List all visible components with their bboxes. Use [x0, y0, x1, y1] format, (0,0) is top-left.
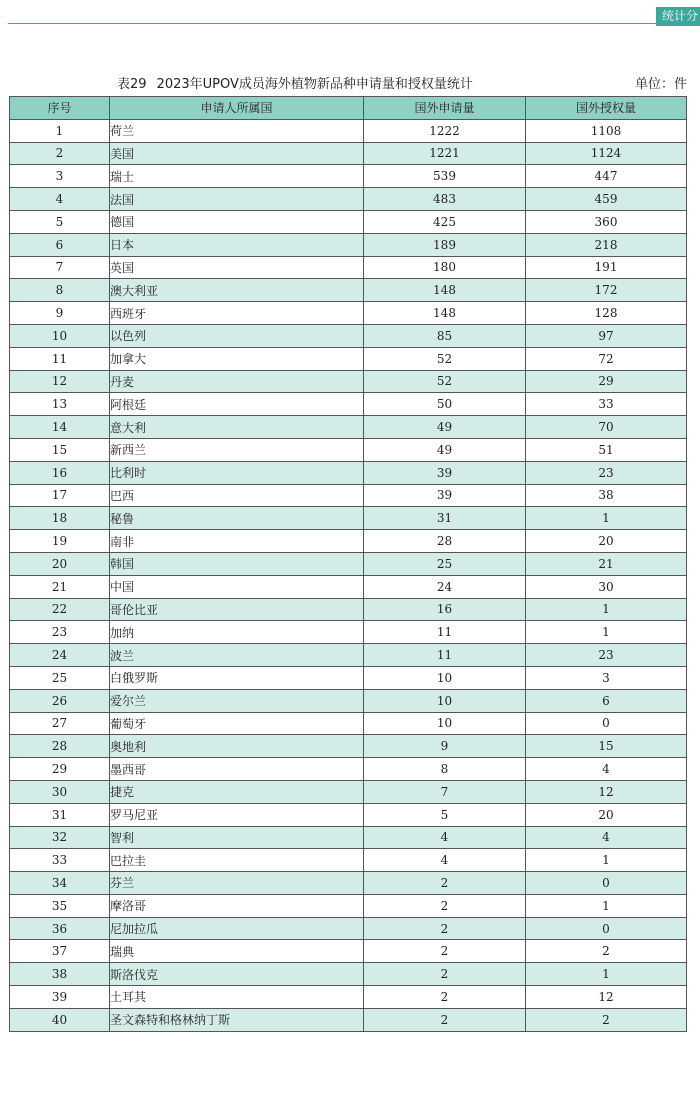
cell-grants: 360 [526, 210, 687, 233]
cell-country: 波兰 [110, 644, 364, 667]
cell-index: 40 [10, 1008, 110, 1031]
cell-grants: 1 [526, 894, 687, 917]
cell-index: 13 [10, 393, 110, 416]
cell-applications: 39 [364, 484, 526, 507]
table-row [10, 530, 687, 553]
cell-grants: 1 [526, 621, 687, 644]
cell-index: 24 [10, 644, 110, 667]
cell-applications: 50 [364, 393, 526, 416]
cell-grants: 459 [526, 188, 687, 211]
table-row [10, 302, 687, 325]
table-row [10, 256, 687, 279]
cell-country: 加拿大 [110, 347, 364, 370]
cell-grants: 15 [526, 735, 687, 758]
cell-index: 6 [10, 233, 110, 256]
table-row [10, 279, 687, 302]
table-row [10, 826, 687, 849]
cell-applications: 9 [364, 735, 526, 758]
table-row [10, 416, 687, 439]
cell-grants: 3 [526, 666, 687, 689]
cell-grants: 20 [526, 530, 687, 553]
cell-index: 21 [10, 575, 110, 598]
cell-grants: 38 [526, 484, 687, 507]
cell-country: 尼加拉瓜 [110, 917, 364, 940]
cell-index: 2 [10, 142, 110, 165]
cell-country: 巴拉圭 [110, 849, 364, 872]
table-row [10, 849, 687, 872]
table-row [10, 940, 687, 963]
cell-grants: 2 [526, 940, 687, 963]
cell-country: 丹麦 [110, 370, 364, 393]
table-row [10, 233, 687, 256]
cell-grants: 30 [526, 575, 687, 598]
cell-grants: 218 [526, 233, 687, 256]
cell-index: 37 [10, 940, 110, 963]
cell-applications: 52 [364, 347, 526, 370]
cell-applications: 16 [364, 598, 526, 621]
cell-grants: 12 [526, 986, 687, 1009]
cell-grants: 51 [526, 438, 687, 461]
cell-country: 瑞典 [110, 940, 364, 963]
cell-grants: 0 [526, 872, 687, 895]
cell-grants: 29 [526, 370, 687, 393]
table-row [10, 370, 687, 393]
cell-grants: 23 [526, 644, 687, 667]
cell-index: 14 [10, 416, 110, 439]
cell-index: 31 [10, 803, 110, 826]
cell-applications: 2 [364, 1008, 526, 1031]
table-row [10, 621, 687, 644]
cell-country: 韩国 [110, 552, 364, 575]
cell-applications: 2 [364, 986, 526, 1009]
cell-applications: 25 [364, 552, 526, 575]
table-row [10, 210, 687, 233]
cell-grants: 97 [526, 324, 687, 347]
cell-applications: 148 [364, 302, 526, 325]
cell-country: 南非 [110, 530, 364, 553]
cell-country: 罗马尼亚 [110, 803, 364, 826]
cell-country: 瑞士 [110, 165, 364, 188]
cell-country: 墨西哥 [110, 758, 364, 781]
cell-index: 17 [10, 484, 110, 507]
cell-country: 摩洛哥 [110, 894, 364, 917]
cell-country: 澳大利亚 [110, 279, 364, 302]
table-row [10, 461, 687, 484]
cell-applications: 2 [364, 894, 526, 917]
cell-index: 1 [10, 119, 110, 142]
table-row [10, 666, 687, 689]
cell-applications: 11 [364, 621, 526, 644]
cell-index: 19 [10, 530, 110, 553]
cell-applications: 148 [364, 279, 526, 302]
table-row [10, 735, 687, 758]
cell-country: 比利时 [110, 461, 364, 484]
table-row [10, 119, 687, 142]
cell-applications: 10 [364, 689, 526, 712]
column-header-index: 序号 [10, 97, 110, 120]
cell-grants: 23 [526, 461, 687, 484]
cell-index: 15 [10, 438, 110, 461]
table-row [10, 803, 687, 826]
cell-country: 哥伦比亚 [110, 598, 364, 621]
table-row [10, 872, 687, 895]
cell-grants: 172 [526, 279, 687, 302]
cell-grants: 447 [526, 165, 687, 188]
column-header-country: 申请人所属国 [110, 97, 364, 120]
cell-grants: 0 [526, 712, 687, 735]
cell-index: 26 [10, 689, 110, 712]
cell-country: 德国 [110, 210, 364, 233]
cell-grants: 33 [526, 393, 687, 416]
cell-applications: 10 [364, 712, 526, 735]
cell-country: 美国 [110, 142, 364, 165]
cell-country: 荷兰 [110, 119, 364, 142]
statistics-table [9, 96, 687, 1032]
cell-country: 土耳其 [110, 986, 364, 1009]
cell-country: 奥地利 [110, 735, 364, 758]
cell-applications: 7 [364, 780, 526, 803]
cell-country: 阿根廷 [110, 393, 364, 416]
cell-applications: 10 [364, 666, 526, 689]
cell-index: 4 [10, 188, 110, 211]
table-row [10, 598, 687, 621]
cell-country: 巴西 [110, 484, 364, 507]
cell-grants: 6 [526, 689, 687, 712]
table-row [10, 644, 687, 667]
cell-index: 11 [10, 347, 110, 370]
cell-index: 12 [10, 370, 110, 393]
column-header-grants: 国外授权量 [526, 97, 687, 120]
cell-applications: 539 [364, 165, 526, 188]
cell-index: 8 [10, 279, 110, 302]
table-row [10, 188, 687, 211]
cell-grants: 1 [526, 507, 687, 530]
cell-index: 18 [10, 507, 110, 530]
table-row [10, 963, 687, 986]
cell-applications: 24 [364, 575, 526, 598]
cell-country: 西班牙 [110, 302, 364, 325]
cell-country: 白俄罗斯 [110, 666, 364, 689]
cell-country: 中国 [110, 575, 364, 598]
cell-index: 33 [10, 849, 110, 872]
cell-country: 圣文森特和格林纳丁斯 [110, 1008, 364, 1031]
table-row [10, 575, 687, 598]
cell-applications: 2 [364, 940, 526, 963]
column-header-applications: 国外申请量 [364, 97, 526, 120]
cell-grants: 72 [526, 347, 687, 370]
cell-country: 以色列 [110, 324, 364, 347]
cell-applications: 4 [364, 849, 526, 872]
table-row [10, 552, 687, 575]
cell-applications: 8 [364, 758, 526, 781]
cell-country: 秘鲁 [110, 507, 364, 530]
section-tab: 统计分 [656, 7, 700, 26]
cell-index: 38 [10, 963, 110, 986]
cell-index: 39 [10, 986, 110, 1009]
table-row [10, 165, 687, 188]
cell-grants: 191 [526, 256, 687, 279]
table-row [10, 1008, 687, 1031]
cell-applications: 5 [364, 803, 526, 826]
cell-grants: 21 [526, 552, 687, 575]
table-row [10, 347, 687, 370]
cell-applications: 189 [364, 233, 526, 256]
cell-grants: 12 [526, 780, 687, 803]
cell-index: 35 [10, 894, 110, 917]
cell-applications: 483 [364, 188, 526, 211]
cell-index: 9 [10, 302, 110, 325]
table-row [10, 438, 687, 461]
cell-applications: 2 [364, 963, 526, 986]
cell-index: 28 [10, 735, 110, 758]
cell-index: 36 [10, 917, 110, 940]
table-row [10, 712, 687, 735]
cell-grants: 4 [526, 826, 687, 849]
cell-country: 斯洛伐克 [110, 963, 364, 986]
table-row [10, 484, 687, 507]
cell-grants: 128 [526, 302, 687, 325]
cell-country: 法国 [110, 188, 364, 211]
unit-label: 单位：件 [634, 77, 687, 92]
cell-index: 16 [10, 461, 110, 484]
cell-index: 20 [10, 552, 110, 575]
cell-grants: 1 [526, 849, 687, 872]
cell-index: 10 [10, 324, 110, 347]
cell-grants: 1124 [526, 142, 687, 165]
cell-applications: 2 [364, 917, 526, 940]
cell-grants: 0 [526, 917, 687, 940]
cell-index: 25 [10, 666, 110, 689]
cell-applications: 39 [364, 461, 526, 484]
table-body [10, 119, 687, 1031]
table-row [10, 507, 687, 530]
cell-index: 3 [10, 165, 110, 188]
table-header-row [10, 97, 687, 120]
cell-applications: 4 [364, 826, 526, 849]
cell-applications: 52 [364, 370, 526, 393]
table-row [10, 142, 687, 165]
cell-index: 23 [10, 621, 110, 644]
cell-country: 葡萄牙 [110, 712, 364, 735]
cell-index: 32 [10, 826, 110, 849]
cell-country: 加纳 [110, 621, 364, 644]
cell-applications: 49 [364, 416, 526, 439]
table-row [10, 917, 687, 940]
cell-applications: 49 [364, 438, 526, 461]
cell-grants: 2 [526, 1008, 687, 1031]
table-row [10, 393, 687, 416]
cell-index: 30 [10, 780, 110, 803]
cell-applications: 180 [364, 256, 526, 279]
cell-applications: 1222 [364, 119, 526, 142]
cell-grants: 70 [526, 416, 687, 439]
cell-grants: 1108 [526, 119, 687, 142]
table-row [10, 780, 687, 803]
cell-applications: 2 [364, 872, 526, 895]
cell-index: 34 [10, 872, 110, 895]
table-caption [117, 73, 473, 92]
cell-applications: 425 [364, 210, 526, 233]
cell-index: 5 [10, 210, 110, 233]
cell-country: 爱尔兰 [110, 689, 364, 712]
cell-grants: 1 [526, 598, 687, 621]
cell-grants: 4 [526, 758, 687, 781]
cell-applications: 85 [364, 324, 526, 347]
cell-country: 芬兰 [110, 872, 364, 895]
cell-applications: 1221 [364, 142, 526, 165]
cell-grants: 1 [526, 963, 687, 986]
cell-country: 日本 [110, 233, 364, 256]
table-row [10, 324, 687, 347]
cell-index: 7 [10, 256, 110, 279]
table-row [10, 758, 687, 781]
table-row [10, 986, 687, 1009]
header-rule [8, 23, 700, 24]
cell-country: 意大利 [110, 416, 364, 439]
table-row [10, 689, 687, 712]
cell-country: 英国 [110, 256, 364, 279]
cell-applications: 28 [364, 530, 526, 553]
cell-applications: 11 [364, 644, 526, 667]
cell-country: 新西兰 [110, 438, 364, 461]
cell-index: 27 [10, 712, 110, 735]
cell-index: 29 [10, 758, 110, 781]
cell-grants: 20 [526, 803, 687, 826]
cell-country: 捷克 [110, 780, 364, 803]
cell-country: 智利 [110, 826, 364, 849]
cell-applications: 31 [364, 507, 526, 530]
table-number: 表29 [117, 77, 147, 92]
table-title: 2023年UPOV成员海外植物新品种申请量和授权量统计 [156, 77, 473, 92]
cell-index: 22 [10, 598, 110, 621]
table-row [10, 894, 687, 917]
